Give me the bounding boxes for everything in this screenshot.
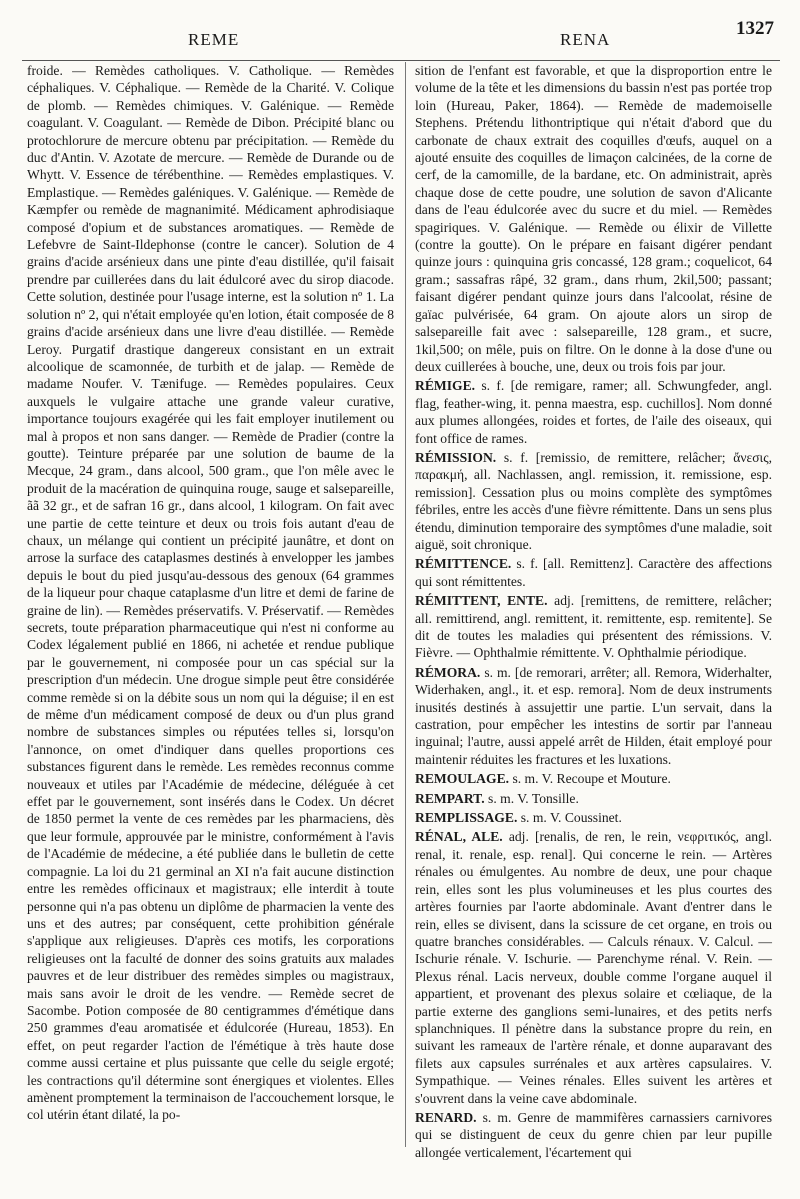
entry [415,449,772,553]
headword: REMOULAGE. [415,771,510,787]
headword: RÉMITTENCE. [415,556,512,572]
definition: s. f. [remissio, de remittere, relâcher; ἄνεσις, παρακμή, all. Nachlassen, angl. remission, it. remissione, esp. remission]. Cessation plus ou moins complète des symptômes fébriles, entre les accès d'une fièvre rémittente. Dans un sens plus étendu, diminution temporaire des symptômes d'une maladie, soit aiguë, soit chronique. [415,449,772,552]
page-number: 1327 [736,18,774,39]
left-column [27,62,394,1124]
paragraph: froide. — Remèdes catholiques. V. Catholique. — Remèdes céphaliques. V. Céphalique. — Remède de la Charité. V. Colique de plomb. — Remèdes chimiques. V. Galénique. — Remède coagulant. V. Coagulant. — Remède de Dibon. Précipité blanc ou protochlorure de mercure obtenu par précipitation. — Remède du duc d'Antin. V. Azotate de mercure. — Remède de Durande ou de Whytt. V. Essence de térébenthine. — Remèdes emplastiques. V. Emplastique. — Remèdes galéniques. V. Galénique. — Remède de Kæmpfer ou remède de magnanimité. Médicament aphrodisiaque composé d'opium et de substances aromatiques. — Remède de Lefebvre de Saint-Ildephonse (contre le cancer). Solution de 4 grains d'acide arsénieux dans une pinte d'eau distillée, qu'il faisait prendre par cuillerées dans du lait édulcoré avec du sirop diacode. Cette solution, destinée pour l'usage interne, est la solution nº 1. La solution nº 2, qui n'était employée qu'en lotion, était composée de 8 grains d'acide arsénieux dans une livre d'eau distillée. — Remède Leroy. Purgatif drastique dangereux consistant en un extrait alcoolique de scamonnée, de turbith et de jalap. — Remède de madame Noufer. V. Tænifuge. — Remèdes populaires. Ceux auxquels le vulgaire attache une grande valeur curative, importance toujours exagérée qui les fait employer inutilement ou mal à propos et non sans danger. — Remède de Pradier (contre la goutte). Teinture préparée par une solution de baume de la Mecque, 24 gram., dans alcool, 500 gram., que l'on mêle avec le produit de la macération de quinquina rouge, sauge et salsepareille, ãã 32 gr., et de safran 16 gr., dans alcool, 1 kilogram. On fait avec une partie de cette teinture et deux ou trois fois autant d'eau de chaux, un mélange qui contient un précipité jaunâtre, et dont on arrose la surface des cataplasmes destinés à envelopper les jambes depuis le bout du pied jusqu'au-dessous des genoux (64 grammes de la liqueur pour chaque cataplasme d'un litre et demi de farine de graine de lin). — Remèdes préservatifs. V. Préservatif. — Remèdes secrets, toute préparation pharmaceutique qui n'est ni conforme au Codex légalement publié en 1866, ni achetée et rendue publique par le gouvernement, ni composée pour un cas spécial sur la prescription d'un médecin. Une drogue simple peut être considérée comme remède si on la débite sous un nom qui la déguise; il en est de même d'un médicament composé de deux ou d'un plus grand nombre de substances simples ou réputées telles si, lorsqu'on l'annonce, on omet d'indiquer dans quelles proportions ces substances figurent dans le remède. Les remèdes reconnus comme nouveaux et utiles par l'Académie de médecine, déléguée à cet effet par le gouvernement, sont insérés dans le Codex. Un décret de 1850 permet la vente de ces remèdes par les pharmaciens, dès que leur formule, approuvée par le ministre, conformément à l'avis de l'Académie de médecine, a été publiée dans le bulletin de cette compagnie. La loi du 21 germinal an XI n'a fait aucune distinction entre les remèdes officinaux et magistraux; elle interdit à toute personne qui n'a pas obtenu un diplôme de pharmacien la vente des uns et des autres; par conséquent, cette prohibition générale s'applique aux religieuses. D'après ces motifs, les corporations religieuses ont la faculté de donner des soins gratuits aux malades pauvres et de leur distribuer des remèdes simples ou magistraux, mais sans avoir le droit de les vendre. — Remède secret de Sacombe. Potion composée de 80 centigrammes d'émétique dans 250 grammes d'eau aromatisée et édulcorée (Hureau, 1853). En effet, on peut regarder l'action de l'émétique à très haute dose comme aussi certaine et plus puissante que celle du seigle ergoté; les contractions qu'il détermine sont énergiques et violentes. Elles amènent promptement la terminaison de l'accouchement lorsque, le col utérin étant dilaté, la po- [27,63,394,1123]
paragraph [415,62,772,375]
headword: RENARD. [415,1109,477,1125]
headword: RÉMORA. [415,664,481,680]
running-head-right: RENA [560,30,611,49]
entry [415,592,772,662]
headword: RÉMITTENT, ENTE. [415,593,548,609]
entry [415,1109,772,1161]
entry [415,790,772,807]
definition: s. f. [de remigare, ramer; all. Schwungfeder, angl. flag, feather-wing, it. penna maestra, esp. cuchillos]. Nom donné aux plumes allongées, roides et fortes, de l'aile des oiseaux, qui font office de rames. [415,378,773,446]
definition: s. m. V. Recoupe et Mouture. [512,771,671,787]
right-column [415,62,772,1161]
definition: s. m. [de remorari, arrêter; all. Remora, Widerhalter, Widerhaken, angl., it. et esp. remora]. Nom de deux instruments inusités destinés à assujettir une partie. L'un servait, dans la castration, pour empêcher les intestins de sortir par l'anneau inguinal; l'autre, aussi appelé arrêt de Hilden, était employé pour maintenir réduites les fractures et les luxations. [415,664,772,767]
header-rule [22,60,780,61]
definition: adj. [renalis, de ren, le rein, νεφριτικός, angl. renal, it. renale, esp. renal]. Qui concerne le rein. — Artères rénales ou émulgentes. Au nombre de deux, une pour chaque rein, elles sont les plus volumineuses et les plus courtes des artères fournies par l'aorte abdominale. Avant d'entrer dans le rein, elles se divisent, dans la scissure de cet organe, en trois ou quatre branches considérables. — Calculs rénaux. V. Calcul. — Ischurie rénale. V. Ischurie. — Parenchyme rénal. V. Rein. — Plexus rénal. Lacis nerveux, double comme l'organe auquel il appartient, et provenant des plexus solaire et cœliaque, de la partie externe des ganglions semi-lunaires, et des petits nerfs splanchniques. Il pénètre dans la substance propre du rein, en suivant les rameaux de l'artère rénale, et donne auparavant des filets aux capsules surrénales et aux artères capsulaires. V. Sympathique. — Veines rénales. Elles suivent les artères et s'ouvrent dans la veine cave abdominale. [415,829,773,1106]
definition: s. m. Genre de mammifères carnassiers carnivores qui se distinguent de ceux du genre chien par leur pupille allongée verticalement, l'écartement qui [415,1109,772,1160]
definition: adj. [remittens, de remittere, relâcher; all. remittirend, angl. remittent, it. remittente, esp. remitente]. Se dit de toutes les maladies qui présentent des rémissions. V. Fièvre. — Ophthalmie rémittente. V. Ophthalmie périodique. [415,593,772,661]
headword: RÉNAL, ALE. [415,829,503,845]
running-head-left: REME [188,30,240,49]
definition: s. m. V. Tonsille. [488,790,579,806]
entry [415,664,772,768]
entry [415,809,772,826]
definition: s. f. [all. Remittenz]. Caractère des affections qui sont rémittentes. [415,556,773,589]
headword: REMPART. [415,790,485,806]
entry [415,377,772,447]
entry [415,770,772,787]
entry [415,828,772,1107]
headword: RÉMIGE. [415,378,476,394]
definition: s. m. V. Coussinet. [520,810,622,826]
entry [415,555,772,590]
definition: sition de l'enfant est favorable, et que la disproportion entre le volume de la tête et les dimensions du bassin n'est pas portée trop loin (Hureau, Paker, 1864). — Remède de mademoiselle Stephens. Prétendu lithontriptique qui n'était d'abord que du carbonate de chaux extrait des coquilles d'œufs, auquel on a ajouté ensuite des coquilles de limaçon calcinées, de la corne de cerf, de la camomille, de la bardane, etc. On administrait, après chaque dose de cette poudre, une solution de savon d'Alicante dans de l'eau édulcorée avec du sucre et du miel. — Remèdes spagiriques. V. Galénique. — Remède ou élixir de Villette (contre la goutte). On le prépare en faisant digérer pendant quinze jours : quinquina gris concassé, 128 gram.; coquelicot, 64 gram.; sassafras râpé, 32 gram., dans rhum, 2kil,500; passant; faisant digérer pendant quinze jours dans l'alcoolat, résine de gaïac pulvérisée, 64 gram. On ajoute alors un sirop de salsepareille fait avec : salsepareille, 128 gram., et sucre, 1kil,500; on mêle, puis on filtre. On le donne à la dose d'une ou deux cuillerées à bouche, une, deux ou trois fois par jour. [415,63,772,374]
headword: REMPLISSAGE. [415,810,518,826]
headword: RÉMISSION. [415,449,497,465]
column-divider [405,62,406,1147]
